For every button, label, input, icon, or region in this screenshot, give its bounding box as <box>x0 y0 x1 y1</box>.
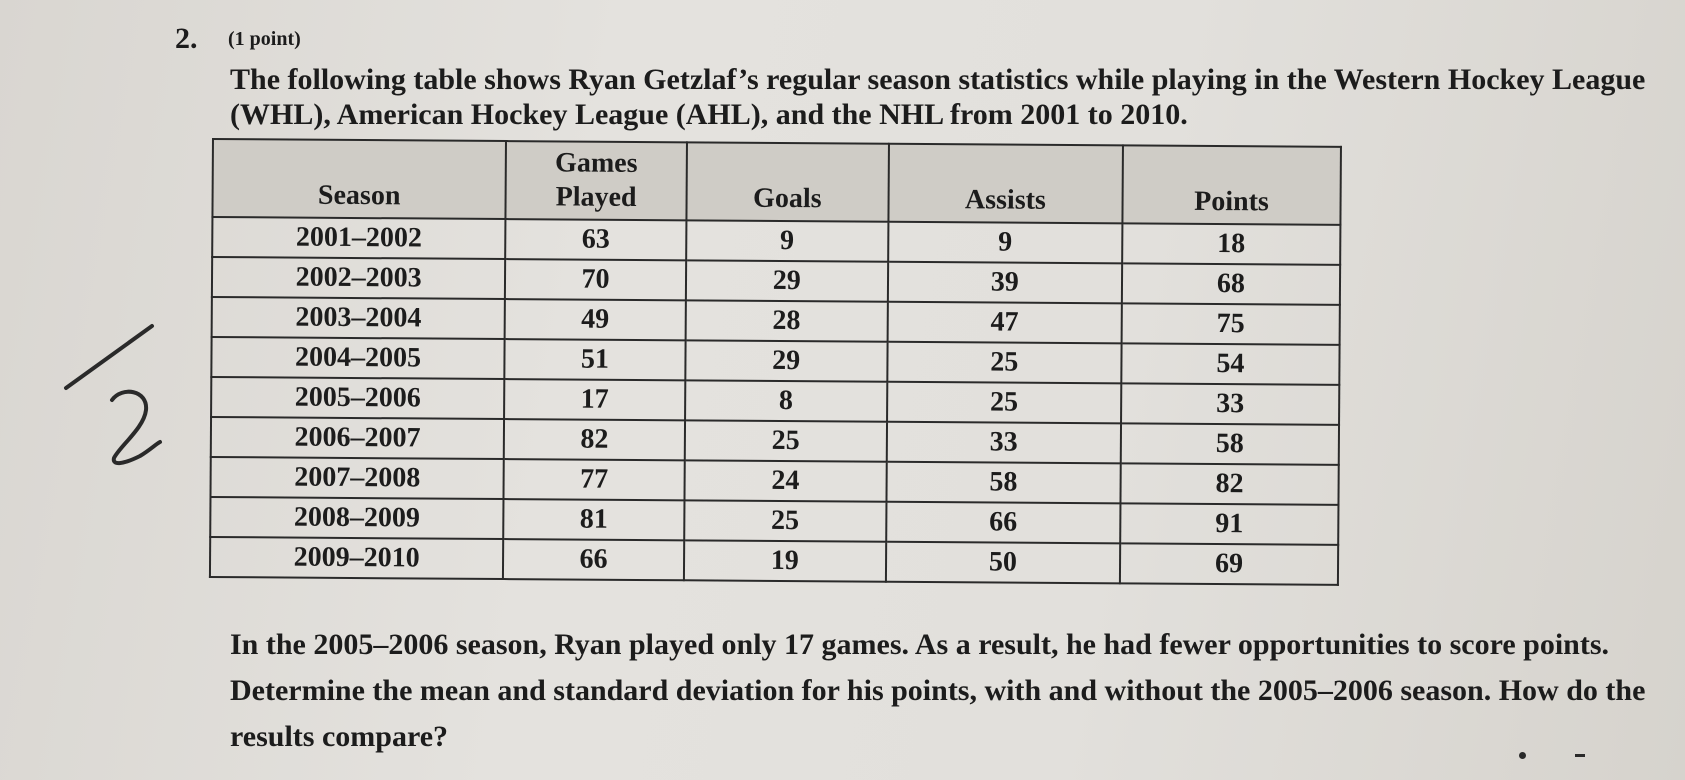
goals-cell: 25 <box>684 500 886 541</box>
assists-cell: 39 <box>888 262 1122 304</box>
assists-cell: 25 <box>887 342 1121 384</box>
assists-cell: 25 <box>887 382 1121 424</box>
games-played-cell: 17 <box>504 379 685 420</box>
header-assists: Assists <box>888 144 1123 224</box>
season-cell: 2006–2007 <box>211 417 505 459</box>
goals-cell: 28 <box>685 300 887 341</box>
games-played-cell: 70 <box>505 259 686 300</box>
assists-cell: 66 <box>886 502 1120 544</box>
header-goals: Goals <box>686 142 889 221</box>
points-cell: 69 <box>1120 543 1338 585</box>
stray-dash-mark <box>1575 754 1585 757</box>
goals-cell: 29 <box>686 260 888 301</box>
points-cell: 33 <box>1121 383 1339 425</box>
handwritten-grade-mark <box>60 320 190 480</box>
games-played-cell: 63 <box>505 219 686 260</box>
table-row <box>210 537 1338 585</box>
games-played-cell: 66 <box>503 539 684 580</box>
grade-slash-stroke <box>66 326 152 388</box>
grade-digit-two-stroke <box>112 392 160 463</box>
header-season: Season <box>212 139 506 219</box>
games-played-cell: 51 <box>505 339 686 380</box>
points-cell: 91 <box>1120 503 1338 545</box>
header-points: Points <box>1122 145 1341 225</box>
points-cell: 54 <box>1121 343 1339 385</box>
points-label: (1 point) <box>228 28 301 50</box>
season-cell: 2003–2004 <box>212 297 506 339</box>
season-cell: 2005–2006 <box>211 377 505 419</box>
season-cell: 2002–2003 <box>212 257 506 299</box>
season-cell: 2001–2002 <box>212 217 506 259</box>
games-played-cell: 82 <box>504 419 685 460</box>
table-body <box>210 217 1340 585</box>
header-games-line2: Played <box>555 181 637 213</box>
goals-cell: 9 <box>686 220 888 261</box>
problem-number: 2. <box>175 22 198 55</box>
season-cell: 2004–2005 <box>211 337 505 379</box>
games-played-cell: 77 <box>504 459 685 500</box>
statistics-table <box>209 138 1342 586</box>
table-header-row <box>212 139 1341 225</box>
assists-cell: 33 <box>887 422 1121 464</box>
assists-cell: 50 <box>886 542 1120 584</box>
season-cell: 2007–2008 <box>210 457 504 499</box>
points-cell: 75 <box>1121 303 1339 345</box>
season-cell: 2008–2009 <box>210 497 504 539</box>
points-cell: 82 <box>1120 463 1338 505</box>
points-cell: 58 <box>1121 423 1339 465</box>
assists-cell: 58 <box>886 462 1120 504</box>
problem-question: In the 2005–2006 season, Ryan played only 17 games. As a result, he had fewer opportunities to score points. Determine the mean and standard deviation for his points, with and without the 2005–2006 season. How do the results compare? <box>230 628 1646 753</box>
assists-cell: 9 <box>888 222 1122 264</box>
points-cell: 18 <box>1122 223 1340 265</box>
points-cell: 68 <box>1122 263 1340 305</box>
goals-cell: 19 <box>684 540 886 581</box>
problem-intro: The following table shows Ryan Getzlaf’s regular season statistics while playing in the Western Hockey League (WHL), American Hockey League (AHL), and the NHL from 2001 to 2010. <box>230 63 1646 131</box>
header-games-played <box>506 141 687 220</box>
games-played-cell: 49 <box>505 299 686 340</box>
goals-cell: 29 <box>685 340 887 381</box>
stray-dot-mark <box>1519 752 1526 759</box>
season-cell: 2009–2010 <box>210 537 504 579</box>
goals-cell: 8 <box>685 380 887 421</box>
header-games-line1: Games <box>555 147 638 179</box>
goals-cell: 24 <box>684 460 886 501</box>
goals-cell: 25 <box>684 420 886 461</box>
assists-cell: 47 <box>887 302 1121 344</box>
games-played-cell: 81 <box>503 499 684 540</box>
